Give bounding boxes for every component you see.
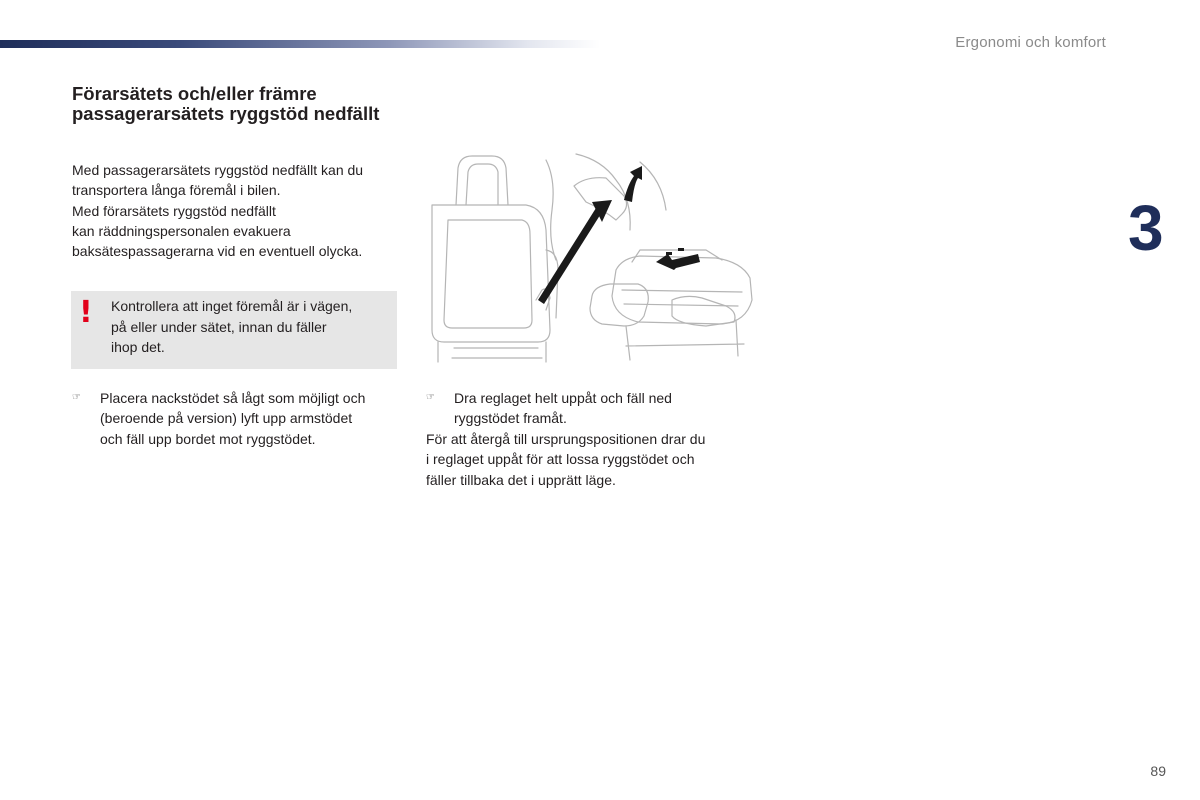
return-line: För att återgå till ursprungspositionen drar du	[426, 431, 706, 447]
intro-line: baksätespassagerarna vid en eventuell olycka.	[72, 243, 363, 260]
seat-folding-illustration	[426, 150, 756, 370]
warning-exclamation-icon: !	[79, 295, 93, 330]
intro-line: transportera långa föremål i bilen.	[72, 182, 281, 199]
warning-line: på eller under sätet, innan du fäller	[111, 318, 327, 335]
step-left-line: Placera nackstödet så lågt som möjligt och	[100, 390, 366, 406]
warning-text	[111, 296, 387, 358]
page-number: 89	[1150, 763, 1166, 779]
pointing-hand-icon: ☞	[426, 392, 435, 403]
step-left	[100, 388, 400, 449]
header-gradient-bar	[0, 40, 600, 48]
step-right	[454, 388, 754, 429]
section-title: Ergonomi och komfort	[955, 34, 1106, 51]
pointing-hand-icon: ☞	[72, 392, 81, 403]
step-right-line: Dra reglaget helt uppåt och fäll ned	[454, 390, 672, 406]
page-heading: Förarsätets och/eller främre passagerarsätets ryggstöd nedfällt	[72, 83, 380, 124]
warning-box	[71, 291, 397, 369]
intro-line: kan räddningspersonalen evakuera	[72, 222, 291, 239]
intro-line: Med passagerarsätets ryggstöd nedfällt kan du	[72, 162, 364, 178]
return-instructions	[426, 429, 756, 490]
step-right-line: ryggstödet framåt.	[454, 410, 567, 427]
return-line: i reglaget uppåt för att lossa ryggstödet och	[426, 451, 695, 468]
return-line: fäller tillbaka det i upprätt läge.	[426, 471, 616, 488]
intro-paragraph	[72, 160, 402, 261]
step-left-line: (beroende på version) lyft upp armstödet	[100, 410, 353, 427]
warning-line: ihop det.	[111, 339, 165, 355]
chapter-number: 3	[1128, 192, 1164, 264]
intro-line: Med förarsätets ryggstöd nedfällt	[72, 202, 276, 219]
step-left-line: och fäll upp bordet mot ryggstödet.	[100, 430, 316, 447]
warning-line: Kontrollera att inget föremål är i vägen,	[111, 298, 353, 314]
